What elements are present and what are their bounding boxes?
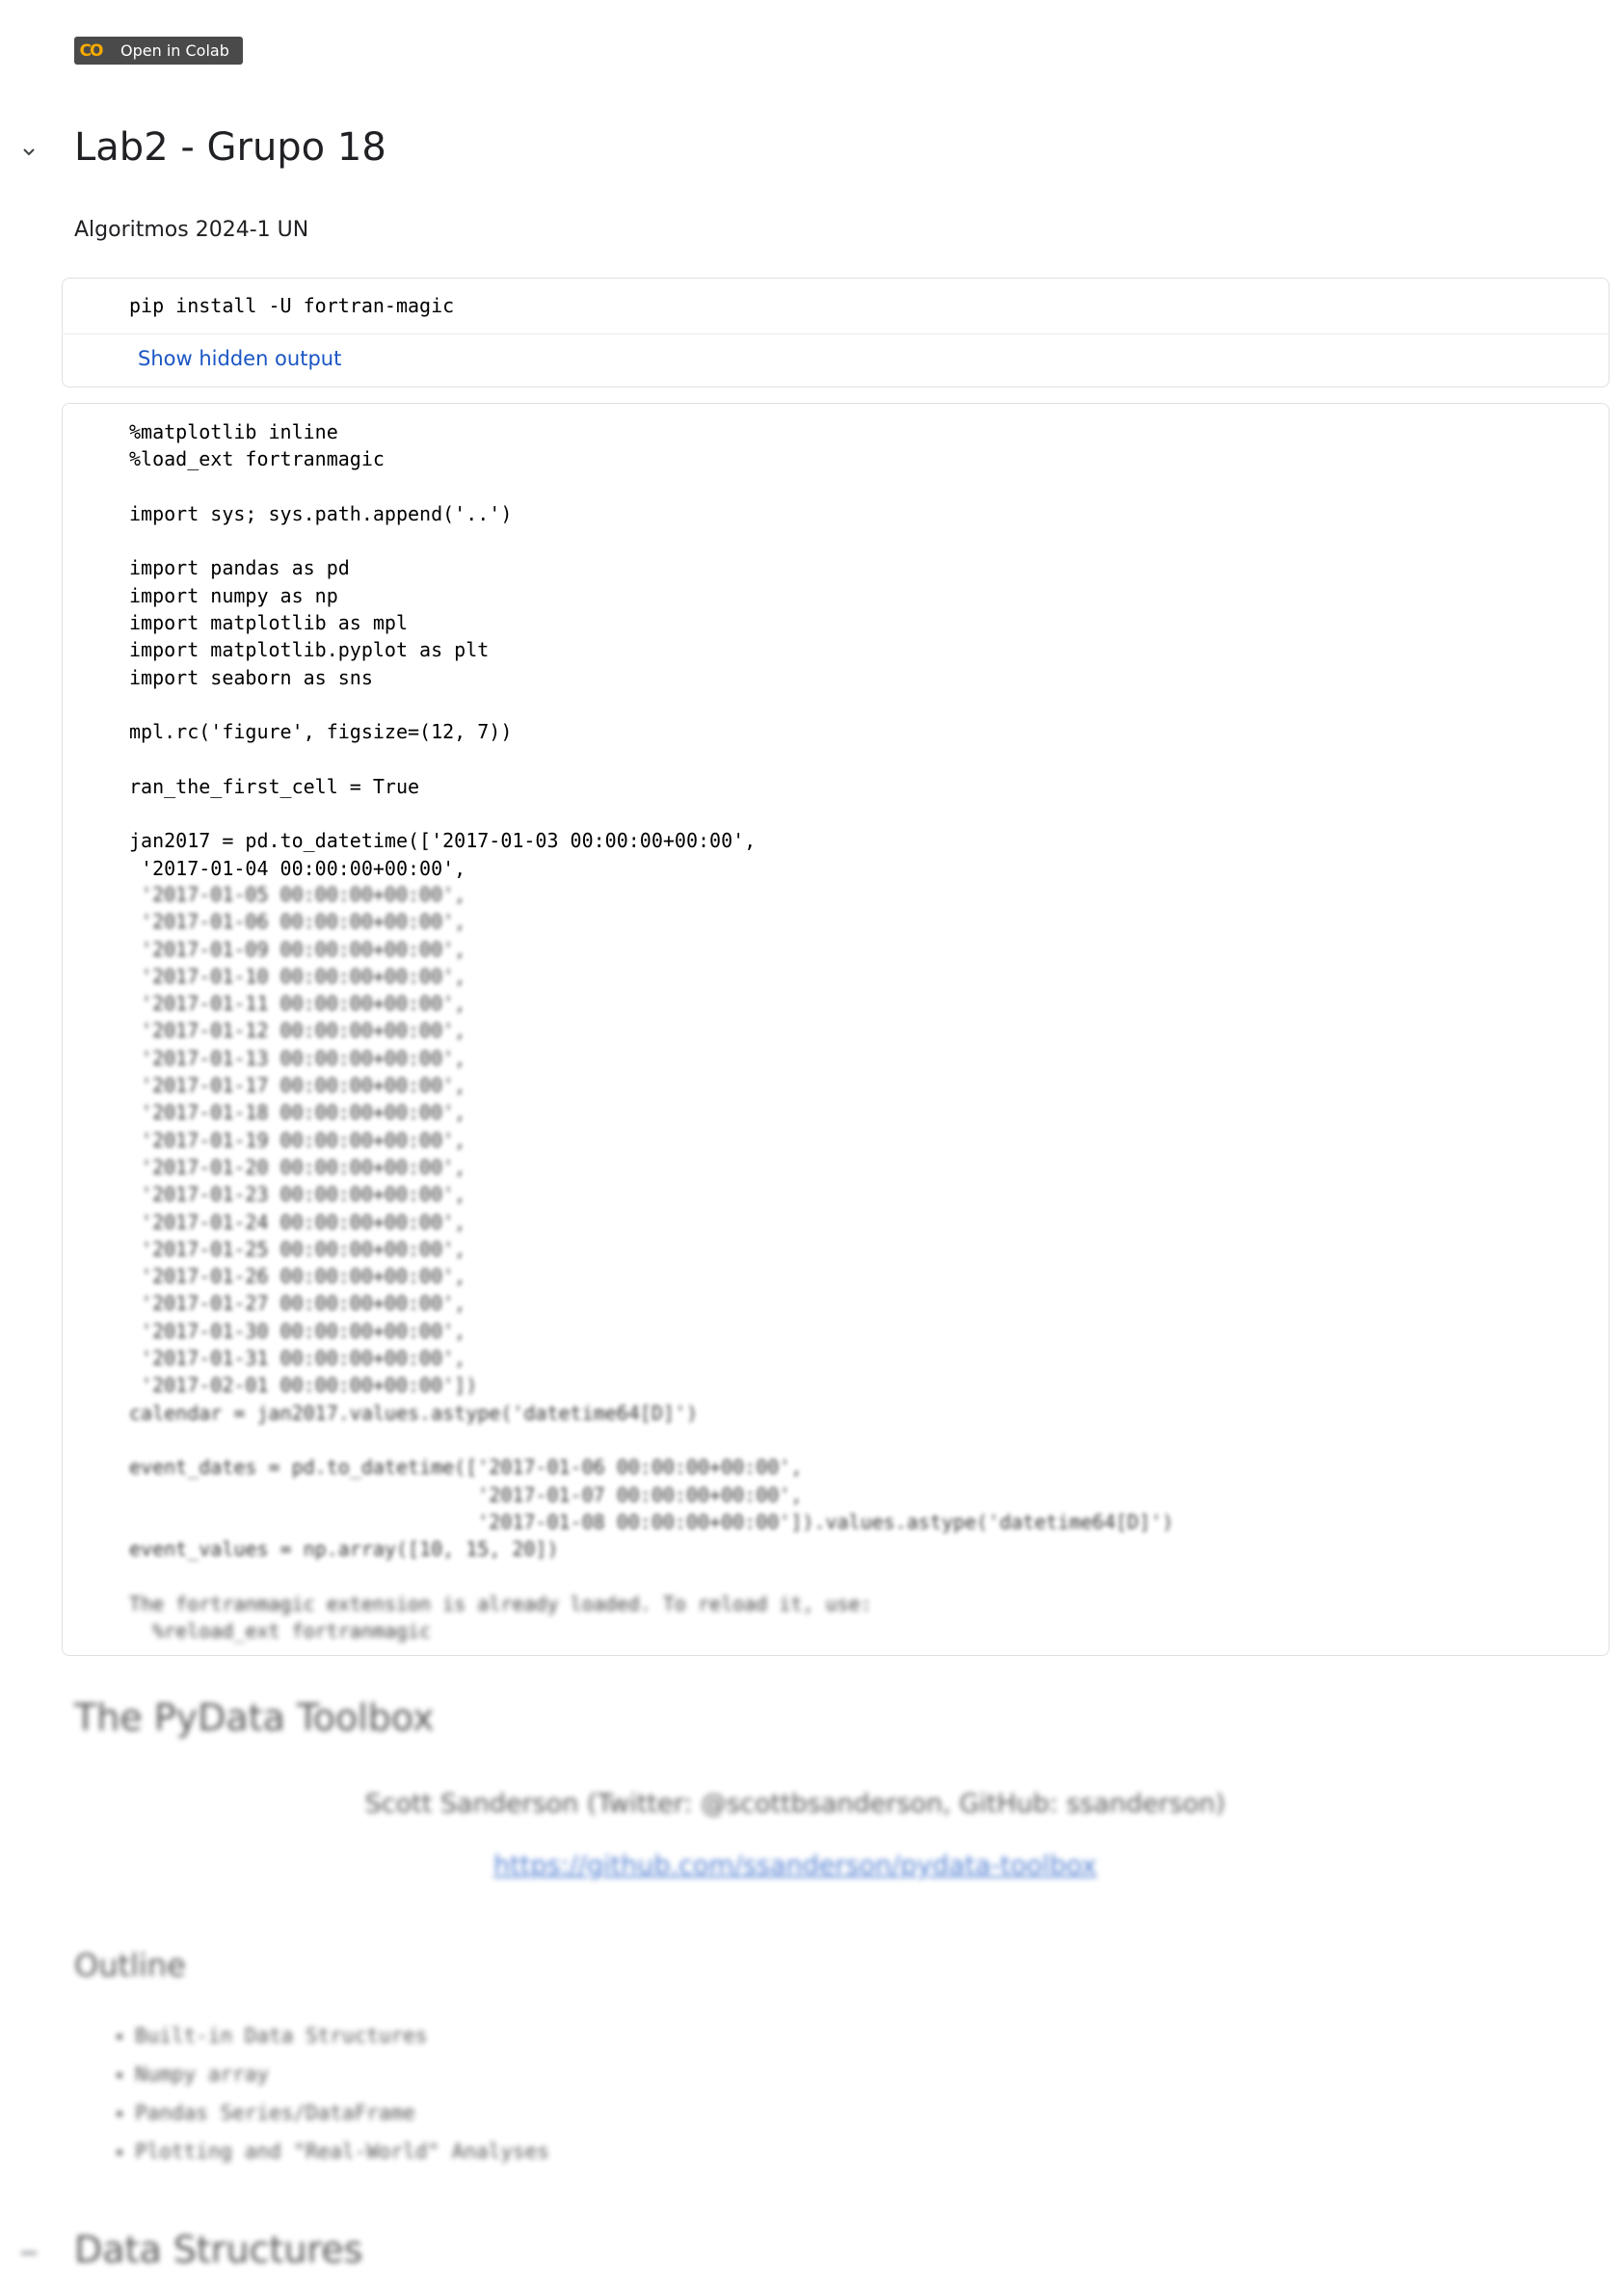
- list-item: • Numpy array: [135, 2055, 549, 2094]
- cell-output: The fortranmagic extension is already loaded. To reload it, use: %reload_ext fortranmagic: [129, 1592, 872, 1643]
- cell-code-continuation[interactable]: '2017-01-05 00:00:00+00:00', '2017-01-06 00:00:00+00:00', '2017-01-09 00:00:00+00:00', '2017-01-10 00:00:00+00:00', '2017-01-11 00:00:00+00:00', '2017-01-12 00:00:00+00:00', '2017-01-13 00:00:00+00:00', '2017-01-17 00:00:00+00:00', '2017-01-18 00:00:00+00:00', '2017-01-19 00:00:00+00:00', '2017-01-20 00:00:00+00:00', '2017-01-23 00:00:00+00:00', '2017-01-24 00:00:00+00:00', '2017-01-25 00:00:00+00:00', '2017-01-26 00:00:00+00:00', '2017-01-27 00:00:00+00:00', '2017-01-30 00:00:00+00:00', '2017-01-31 00:00:00+00:00', '2017-02-01 00:00:00+00:00']) calendar = jan2017.values.astype('datetime64[D]') event_dates = pd.to_datetime(['2017-01-06 00:00:00+00:00', '2017-01-07 00:00:00+00:00', '2017-01-08 00:00:00+00:00']).values.astype('datetime64[D]') event_values = np.array([10, 15, 20]): [129, 883, 1174, 1562]
- notebook-title: Lab2 - Grupo 18: [74, 125, 386, 170]
- cell-code-visible[interactable]: %matplotlib inline %load_ext fortranmagic import sys; sys.path.append('..') import pandas as pd import numpy as np import matplotlib as mpl import matplotlib.pyplot as plt import seaborn as sns mpl.rc('figure', figsize=(12, 7)) ran_the_first_cell = True jan2017 = pd.to_datetime(['2017-01-03 00:00:00+00:00', '2017-01-04 00:00:00+00:00',: [129, 420, 757, 880]
- markdown-heading: The PyData Toolbox: [74, 1696, 435, 1739]
- open-in-colab-badge[interactable]: [74, 37, 243, 65]
- author-line: Scott Sanderson (Twitter: @scottbsanderson, GitHub: ssanderson): [364, 1789, 1226, 1819]
- outline-heading: Outline: [74, 1947, 186, 1984]
- show-hidden-output-button[interactable]: Show hidden output: [138, 347, 342, 370]
- cell-code[interactable]: pip install -U fortran-magic: [129, 294, 455, 317]
- list-item: • Pandas Series/DataFrame: [135, 2094, 549, 2132]
- chevron-down-icon[interactable]: [21, 145, 37, 160]
- repo-link[interactable]: https://github.com/ssanderson/pydata-toolbox: [493, 1851, 1097, 1881]
- colab-logo-icon: CO: [79, 40, 102, 61]
- badge-label: Open in Colab: [120, 41, 229, 60]
- notebook-subtitle: Algoritmos 2024-1 UN: [74, 218, 309, 242]
- section-heading-data-structures: Data Structures: [74, 2229, 363, 2271]
- list-item: • Built-in Data Structures: [135, 2016, 549, 2055]
- list-item: • Plotting and "Real-World" Analyses: [135, 2132, 549, 2171]
- outline-list: [106, 2016, 549, 2171]
- collapse-icon[interactable]: [21, 2252, 37, 2255]
